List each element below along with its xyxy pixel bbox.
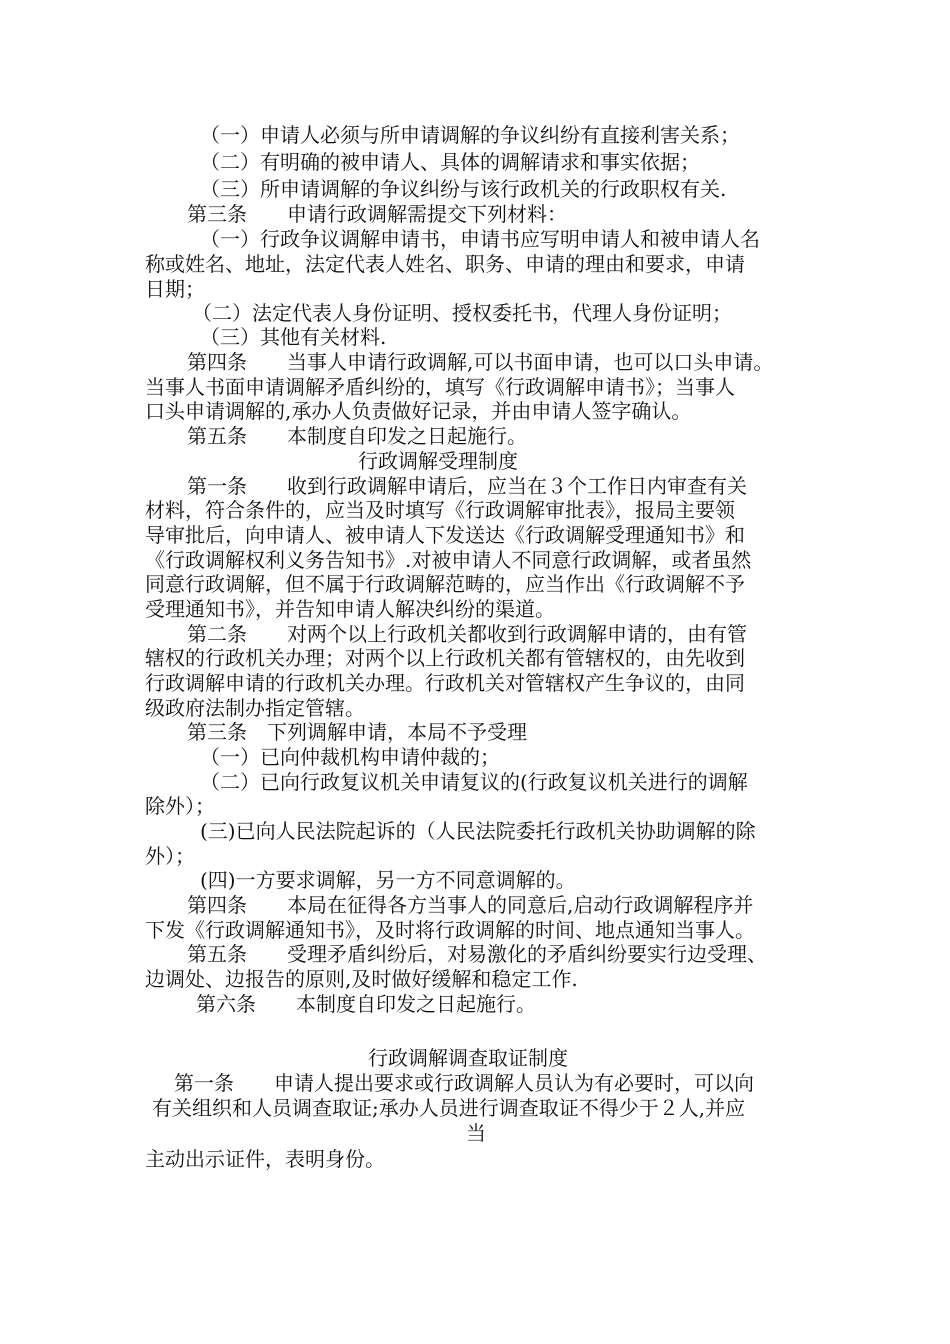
text-line: （一）已向仲裁机构申请仲裁的； [200, 745, 500, 769]
text-line: 除外）； [145, 794, 215, 818]
text-line: 当事人书面申请调解矛盾纠纷的，填写《行政调解申请书》；当事人 [145, 375, 735, 399]
text-line: 口头申请调解的,承办人负责做好记录，并由申请人签字确认。 [145, 399, 692, 423]
text-line: 当 [466, 1121, 486, 1145]
text-line: 边调处、边报告的原则,及时做好缓解和稳定工作. [145, 967, 578, 991]
text-line: 有关组织和人员调查取证;承办人员进行调查取证不得少于２人,并应 [152, 1096, 746, 1120]
article-heading: 第三条 下列调解申请，本局不予受理 [187, 720, 527, 744]
text-line: （二）已向行政复议机关申请复议的(行政复议机关进行的调解 [200, 770, 748, 794]
article-heading: 第四条 本局在征得各方当事人的同意后,启动行政调解程序并 [187, 893, 754, 917]
text-line: 辖权的行政机关办理；对两个以上行政机关都有管辖权的，由先收到 [145, 646, 745, 670]
article-heading: 第一条 申请人提出要求或行政调解人员认为有必要时，可以向 [174, 1071, 754, 1095]
text-line: 导审批后，向申请人、被申请人下发送达《行政调解受理通知书》和 [145, 523, 745, 547]
article-heading: 第六条 本制度自印发之日起施行。 [196, 992, 536, 1016]
text-line: 同意行政调解，但不属于行政调解范畴的，应当作出《行政调解不予 [145, 572, 745, 596]
text-line: 行政调解申请的行政机关办理。行政机关对管辖权产生争议的，由同 [145, 671, 745, 695]
text-line: （二）有明确的被申请人、具体的调解请求和事实依据； [200, 150, 700, 174]
text-line: 级政府法制办指定管辖。 [145, 696, 365, 720]
article-heading: 第五条 受理矛盾纠纷后，对易激化的矛盾纠纷要实行边受理、 [187, 942, 767, 966]
article-heading: 第一条 收到行政调解申请后，应当在３个工作日内审查有关 [187, 474, 747, 498]
section-title: 行政调解受理制度 [358, 449, 518, 473]
article-heading: 第五条 本制度自印发之日起施行。 [187, 424, 527, 448]
article-heading: 第二条 对两个以上行政机关都收到行政调解申请的，由有管 [187, 622, 747, 646]
text-line: 外）； [145, 844, 195, 868]
text-line: （二）法定代表人身份证明、授权委托书，代理人身份证明； [192, 301, 732, 325]
article-heading: 第三条 申请行政调解需提交下列材料： [187, 202, 567, 226]
text-line: （三）所申请调解的争议纠纷与该行政机关的行政职权有关. [200, 177, 727, 201]
text-line: 主动出示证件，表明身份。 [145, 1147, 385, 1171]
text-line: 下发《行政调解通知书》，及时将行政调解的时间、地点通知当事人。 [145, 918, 755, 942]
text-line: 受理通知书》，并告知申请人解决纠纷的渠道。 [145, 597, 555, 621]
text-line: （三）其他有关材料. [200, 325, 387, 349]
text-line: （一）行政争议调解申请书，申请书应写明申请人和被申请人名 [200, 227, 760, 251]
section-title: 行政调解调查取证制度 [368, 1046, 568, 1070]
text-line: 材料，符合条件的，应当及时填写《行政调解审批表》，报局主要领 [145, 498, 735, 522]
text-line: 《行政调解权利义务告知书》.对被申请人不同意行政调解，或者虽然 [145, 548, 752, 572]
text-line: (四)一方要求调解，另一方不同意调解的。 [200, 868, 576, 892]
text-line: (三)已向人民法院起诉的（人民法院委托行政机关协助调解的除 [200, 819, 756, 843]
text-line: 日期； [145, 277, 205, 301]
article-heading: 第四条 当事人申请行政调解,可以书面申请，也可以口头申请。 [187, 350, 774, 374]
text-line: （一）申请人必须与所申请调解的争议纠纷有直接利害关系； [200, 123, 740, 147]
text-line: 称或姓名、地址，法定代表人姓名、职务、申请的理由和要求，申请 [145, 252, 745, 276]
